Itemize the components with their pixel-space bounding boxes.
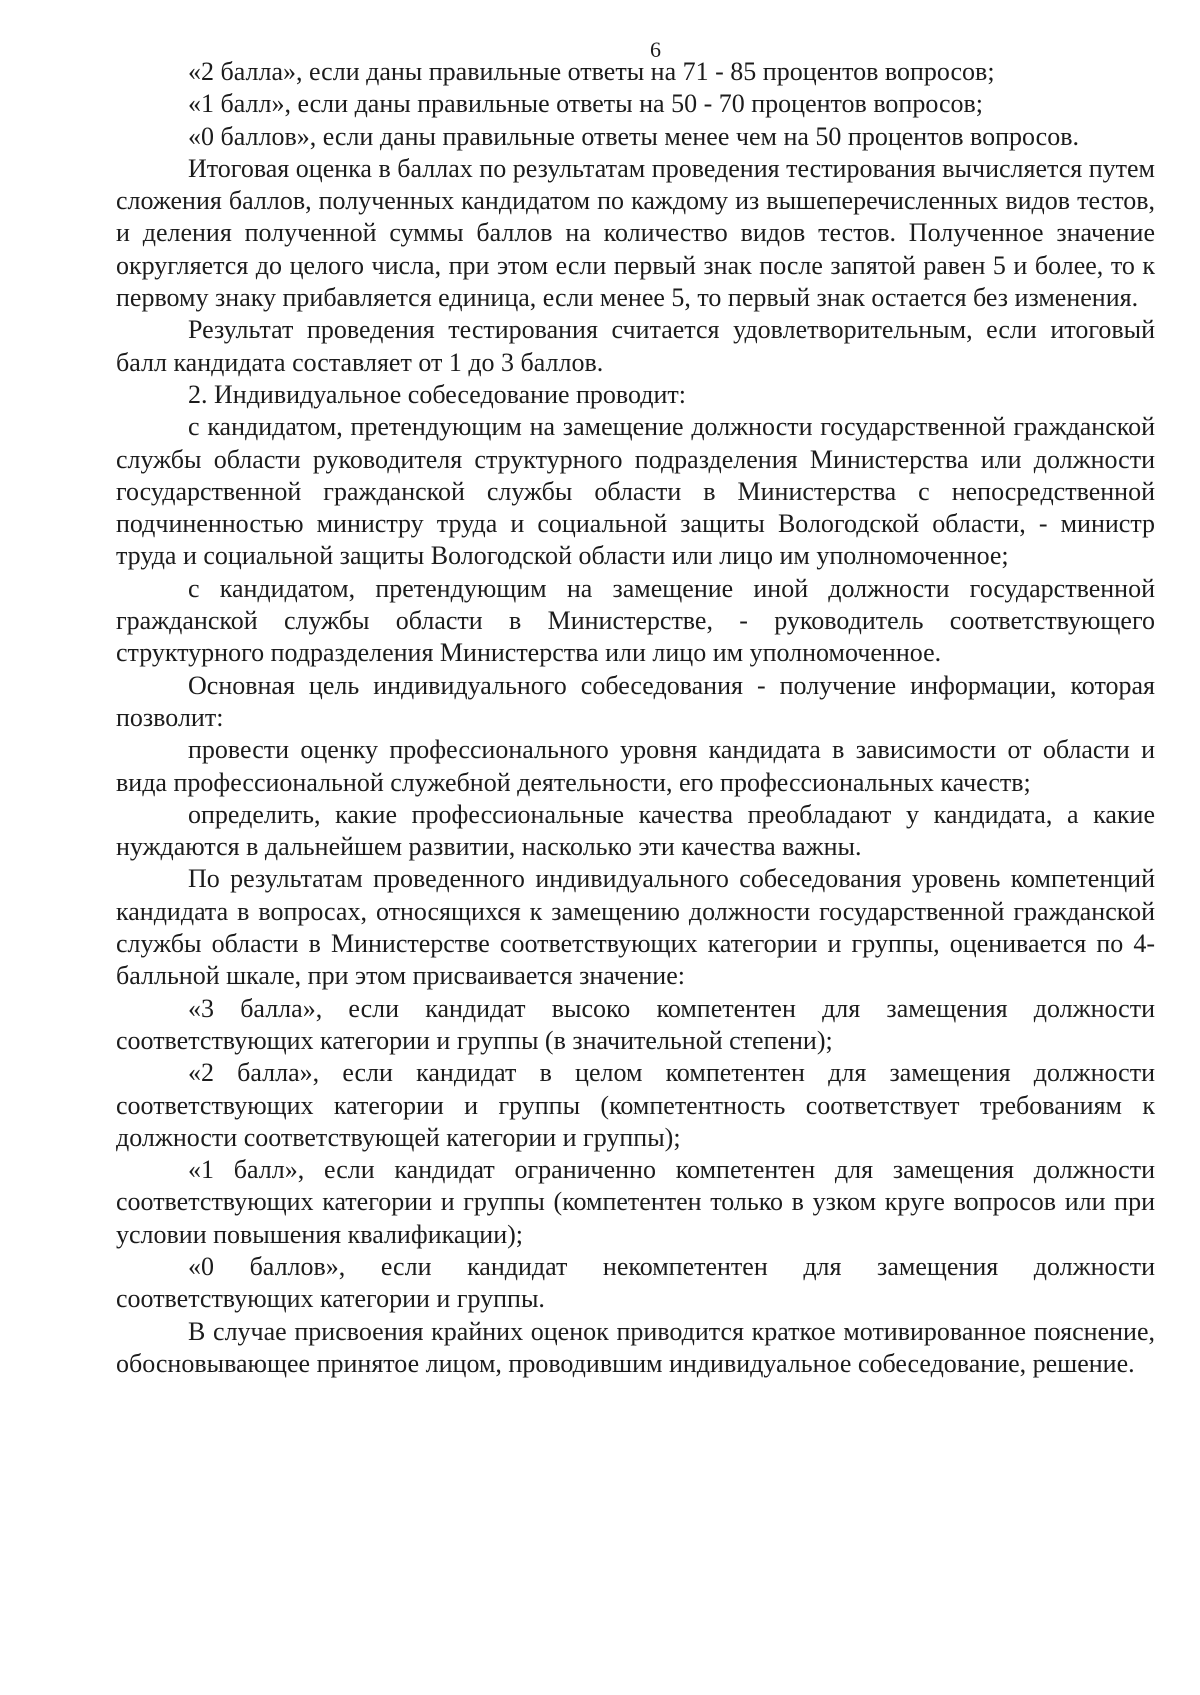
paragraph-score-2-interview: «2 балла», если кандидат в целом компетентен для замещения должности соответствующих категории и группы (компетентность соответствует требованиям к должности соответствующей категории и группы);	[116, 1058, 1155, 1152]
paragraph-interview-other-positions: с кандидатом, претендующим на замещение иной должности государственной гражданской службы области в Министерстве, - руководитель соответствующего структурного подразделения Министерства или лицо им уполномоченное.	[116, 573, 1155, 668]
paragraph-score-2-test: «2 балла», если даны правильные ответы на 71 - 85 процентов вопросов;	[188, 57, 995, 86]
paragraph-goal-identify-qualities: определить, какие профессиональные качества преобладают у кандидата, а какие нуждаются в дальнейшем развитии, насколько эти качества важны.	[116, 799, 1155, 862]
paragraph-test-result-satisfactory: Результат проведения тестирования считается удовлетворительным, если итоговый балл кандидата составляет от 1 до 3 баллов.	[116, 315, 1155, 377]
paragraph-extreme-scores-explanation: В случае присвоения крайних оценок приводится краткое мотивированное пояснение, обосновывающее принятое лицом, проводившим индивидуальное собеседование, решение.	[116, 1316, 1155, 1378]
paragraph-score-0-interview: «0 баллов», если кандидат некомпетентен для замещения должности соответствующих категории и группы.	[116, 1251, 1155, 1314]
page-number: 6	[650, 37, 661, 62]
paragraph-score-0-test: «0 баллов», если даны правильные ответы менее чем на 50 процентов вопросов.	[188, 121, 1079, 151]
paragraph-interview-head-positions: с кандидатом, претендующим на замещение должности государственной гражданской службы области руководителя структурного подразделения Министерства или должности государственной гражданской службы области в Министерства с непосредственной подчиненностью министру труда и социальной защиты Вологодской области, - министр труда и социальной защиты Вологодской области или лицо им уполномоченное;	[116, 412, 1155, 571]
paragraph-goal-assess-level: провести оценку профессионального уровня кандидата в зависимости от области и вида профессиональной служебной деятельности, его профессиональных качеств;	[116, 735, 1155, 797]
paragraph-score-3-interview: «3 балла», если кандидат высоко компетентен для замещения должности соответствующих категории и группы (в значительной степени);	[116, 993, 1155, 1055]
paragraph-interview-scale: По результатам проведенного индивидуального собеседования уровень компетенций кандидата в вопросах, относящихся к замещению должности государственной гражданской службы области в Министерстве соответствующих категории и группы, оценивается по 4-балльной шкале, при этом присваивается значение:	[116, 864, 1155, 991]
paragraph-score-1-test: «1 балл», если даны правильные ответы на 50 - 70 процентов вопросов;	[188, 89, 984, 119]
paragraph-interview-conducted-by: 2. Индивидуальное собеседование проводит:	[188, 379, 687, 409]
paragraph-interview-goal: Основная цель индивидуального собеседования - получение информации, которая позволит:	[116, 670, 1155, 732]
paragraph-score-1-interview: «1 балл», если кандидат ограниченно компетентен для замещения должности соответствующих категории и группы (компетентен только в узком круге вопросов или при условии повышения квалификации);	[116, 1155, 1155, 1249]
paragraph-final-score-calculation: Итоговая оценка в баллах по результатам проведения тестирования вычисляется путем сложения баллов, полученных кандидатом по каждому из вышеперечисленных видов тестов, и деления полученной суммы баллов на количество видов тестов. Полученное значение округляется до целого числа, при этом если первый знак после запятой равен 5 и более, то к первому знаку прибавляется единица, если менее 5, то первый знак остается без изменения.	[116, 153, 1155, 313]
